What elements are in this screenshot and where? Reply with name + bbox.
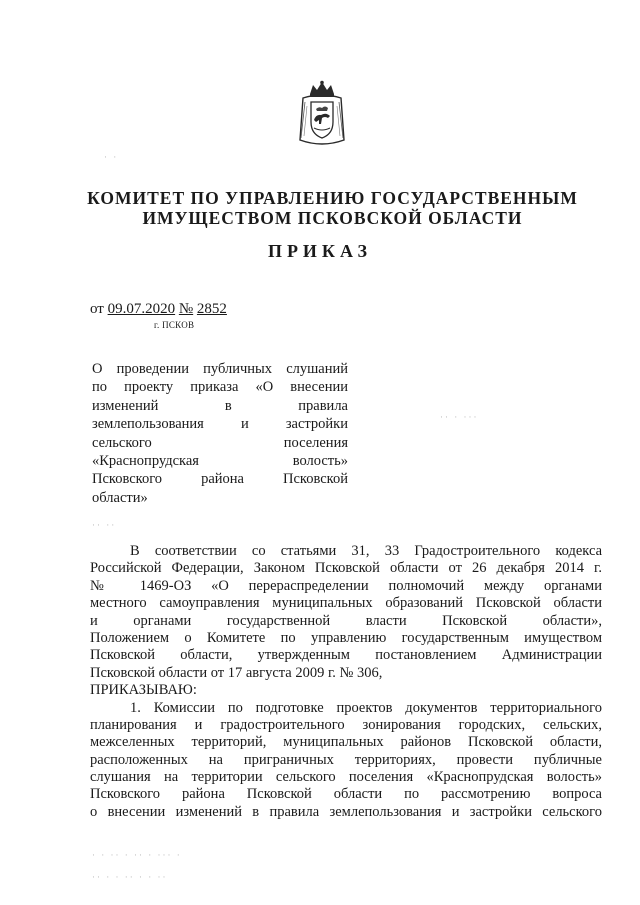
body-line: 1. Комиссии по подготовке проектов документов территориального: [130, 699, 602, 716]
body-line: слушания на территории сельского поселения «Краснопрудская волость»: [90, 769, 602, 786]
subject-line: «Краснопрудская волость»: [92, 452, 348, 469]
body-line: и органами государственной власти Псковской области»,: [90, 612, 602, 629]
scan-noise: · ·: [104, 152, 119, 162]
page-title: ПРИКАЗ: [267, 241, 373, 261]
body-line: местного самоуправления муниципальных образований Псковской области: [90, 595, 602, 612]
body-line: № 1469-ОЗ «О перераспределении полномочий между органами: [90, 577, 602, 594]
order-date-prefix: от: [90, 301, 104, 317]
scan-noise: ·· · · ·· · · ··: [92, 872, 168, 882]
order-city: г. ПСКОВ: [154, 320, 195, 330]
order-body: [90, 543, 602, 821]
subject-line: области»: [92, 489, 148, 506]
subject-line: землепользования и застройки: [92, 416, 348, 433]
committee-name-line2: ИМУЩЕСТВОМ ПСКОВСКОЙ ОБЛАСТИ: [142, 208, 523, 228]
order-directive: ПРИКАЗЫВАЮ:: [90, 682, 197, 699]
subject-line: Псковского района Псковской: [92, 471, 348, 488]
order-number-sign: №: [178, 301, 194, 317]
subject-line: изменений в правила: [92, 397, 348, 414]
scan-noise: · · ·· · ·· · ··· ·: [92, 850, 182, 860]
subject-line: О проведении публичных слушаний: [92, 361, 348, 377]
body-line: Псковского района Псковской области по рассмотрению вопроса: [90, 786, 602, 803]
order-date: 09.07.2020: [107, 301, 176, 317]
body-line: межселенных территорий, муниципальных районов Псковской области,: [90, 734, 602, 751]
scan-noise: ·· · ···: [440, 412, 479, 422]
subject-line: сельского поселения: [92, 434, 348, 451]
committee-name-line1: КОМИТЕТ ПО УПРАВЛЕНИЮ ГОСУДАРСТВЕННЫМ: [87, 188, 578, 208]
order-number: 2852: [196, 301, 227, 317]
body-line: Псковской области от 17 августа 2009 г. № 306,: [90, 664, 383, 681]
subject-line: по проекту приказа «О внесении: [92, 379, 348, 396]
order-date-line: [90, 301, 227, 318]
scan-noise: ·· ··: [92, 520, 117, 530]
order-subject: [92, 360, 348, 507]
body-line: Положением о Комитете по управлению государственным имуществом: [90, 629, 602, 646]
body-line: планирования и градостроительного зонирования городских, сельских,: [90, 716, 602, 733]
body-line: о внесении изменений в правила землепользования и застройки сельского: [90, 803, 602, 820]
coat-of-arms-icon: [297, 80, 347, 148]
body-line: Псковской области, утвержденным постановлением Администрации: [90, 647, 602, 664]
body-line: В соответствии со статьями 31, 33 Градостроительного кодекса: [130, 543, 602, 559]
body-line: расположенных на приграничных территориях, провести публичные: [90, 751, 602, 768]
body-line: Российской Федерации, Законом Псковской области от 26 декабря 2014 г.: [90, 560, 602, 577]
